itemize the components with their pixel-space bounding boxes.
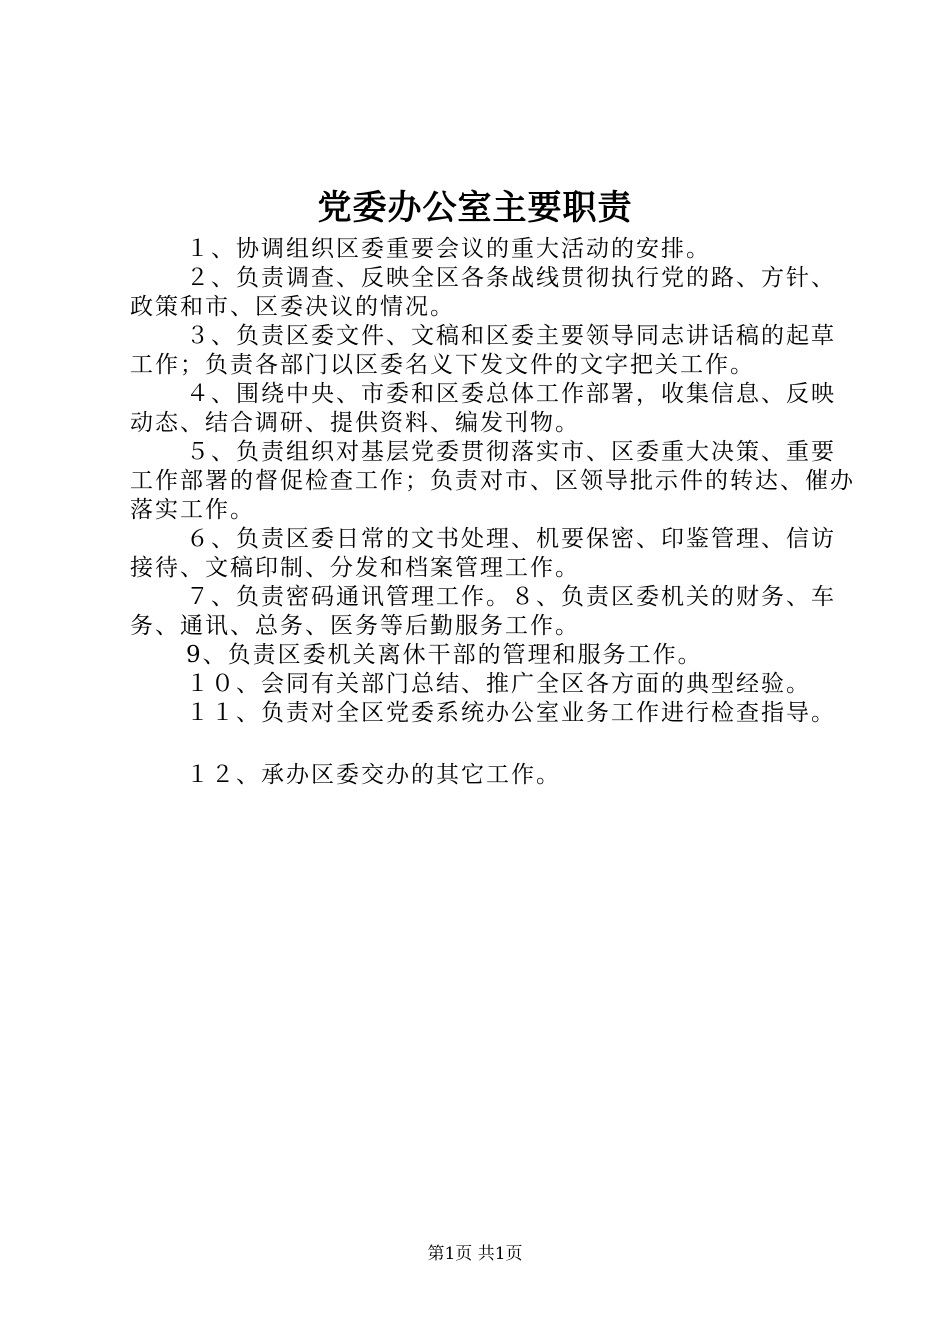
duty-item-10: １０、会同有关部门总结、推广全区各方面的典型经验。 (186, 671, 811, 697)
duty-item-12: １２、承办区委交办的其它工作。 (186, 762, 561, 788)
duty-item-6: ６、负责区委日常的文书处理、机要保密、印鉴管理、信访接待、文稿印制、分发和档案管理工作。 (130, 526, 836, 581)
document-title: 党委办公室主要职责 (317, 188, 633, 228)
document-body (130, 235, 860, 790)
duty-item-11: １１、负责对全区党委系统办公室业务工作进行检查指导。 (186, 700, 836, 726)
duty-item-9: 9、负责区委机关离休干部的管理和服务工作。 (186, 642, 703, 668)
duty-item-1: １、协调组织区委重要会议的重大活动的安排。 (186, 236, 711, 262)
duty-item-4: ４、围绕中央、市委和区委总体工作部署，收集信息、反映动态、结合调研、提供资料、编发刊物。 (130, 381, 836, 436)
duty-item-3: ３、负责区委文件、文稿和区委主要领导同志讲话稿的起草工作；负责各部门以区委名义下发文件的文字把关工作。 (130, 323, 836, 378)
duty-item-5: ５、负责组织对基层党委贯彻落实市、区委重大决策、重要工作部署的督促检查工作；负责对市、区领导批示件的转达、催办落实工作。 (130, 439, 855, 523)
duty-item-2: ２、负责调查、反映全区各条战线贯彻执行党的路、方针、政策和市、区委决议的情况。 (130, 265, 836, 320)
duty-item-7-8: ７、负责密码通讯管理工作。８、负责区委机关的财务、车务、通讯、总务、医务等后勤服务工作。 (130, 584, 836, 639)
page-number-footer: 第1页 共1页 (427, 1244, 523, 1264)
